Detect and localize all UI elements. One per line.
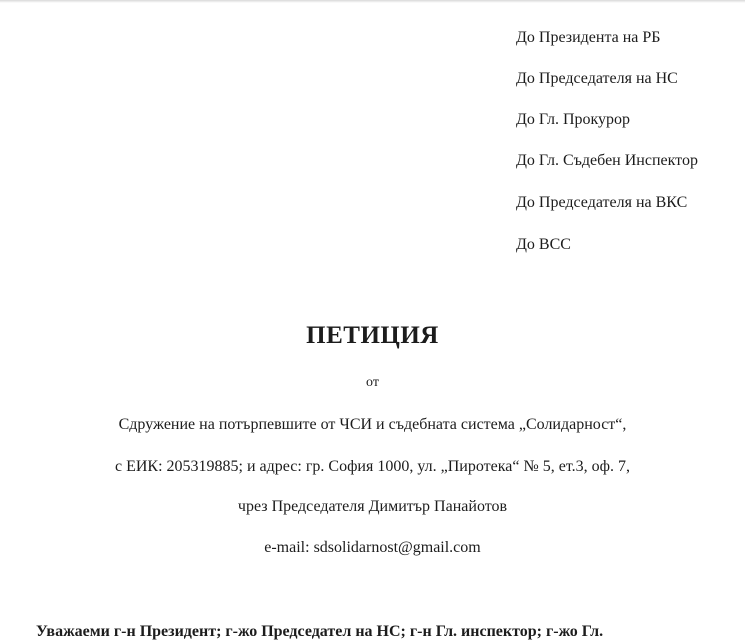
recipient-prosecutor: До Гл. Прокурор <box>516 111 631 128</box>
recipient-judicial-inspector: До Гл. Съдебен Инспектор <box>516 152 698 169</box>
recipient-judicial-council: До ВСС <box>516 236 571 253</box>
from-word: от <box>366 375 379 390</box>
recipient-parliament-chair: До Председателя на НС <box>516 70 678 87</box>
email-line: e-mail: sdsolidarnost@gmail.com <box>264 539 481 556</box>
recipient-supreme-court-chair: До Председателя на ВКС <box>516 194 688 211</box>
chairman-line: чрез Председателя Димитър Панайотов <box>237 498 508 515</box>
salutation-line: Уважаеми г-н Президент; г-жо Председател на НС; г-н Гл. инспектор; г-жо Гл. <box>36 623 604 640</box>
petition-title: ПЕТИЦИЯ <box>306 322 439 349</box>
address-line: с ЕИК: 205319885; и адрес: гр. София 1000, ул. „Пиротека“ № 5, ет.3, оф. 7, <box>114 458 630 475</box>
page-top-edge <box>0 0 745 3</box>
recipient-president: До Президента на РБ <box>516 29 661 46</box>
organization-line: Сдружение на потърпевшите от ЧСИ и съдебната система „Солидарност“, <box>118 416 627 433</box>
